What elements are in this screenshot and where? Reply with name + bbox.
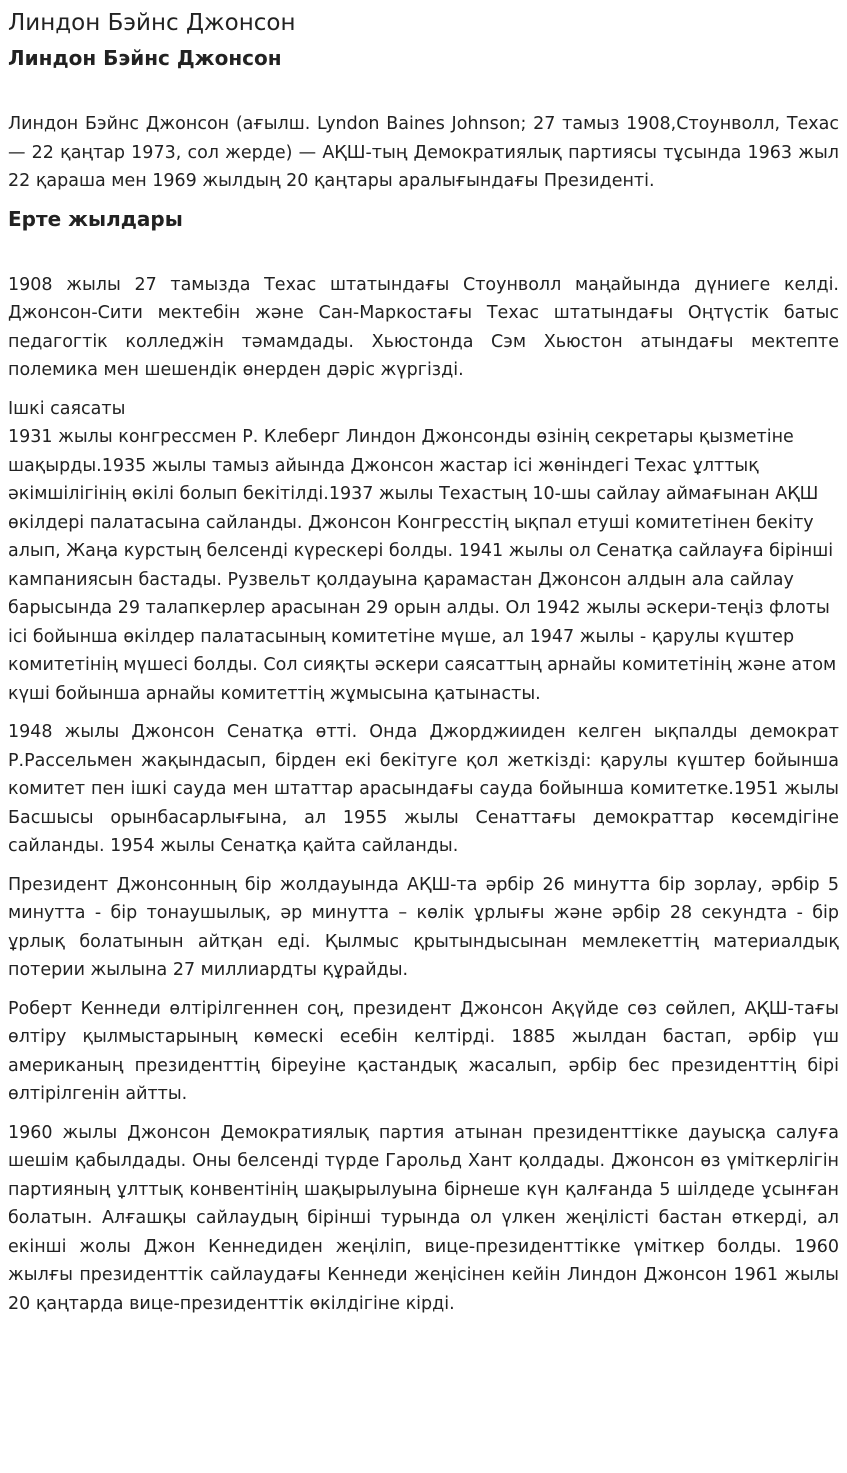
- domestic-paragraph-3: Президент Джонсонның бір жолдауында АҚШ-та әрбір 26 минутта бір зорлау, әрбір 5 минутта - бір тонаушылық, әр минутта – көлік ұрлығы және әрбір 28 секундта - бір ұрлық болатынын айтқан еді. Қылмыс қрытындысынан мемлекеттің материалдық потерии жылына 27 миллиардты құрайды.: [8, 874, 839, 980]
- early-years-paragraph: 1908 жылы 27 тамызда Техас штатындағы Стоунволл маңайында дүниеге келді. Джонсон-Сити мектебін және Сан-Маркостағы Техас штатындағы Оңтүстік батыс педагогтік колледжін тәмамдады. Хьюстонда Сэм Хьюстон атындағы мектепте полемика мен шешендік өнерден дәріс жүргізді.: [8, 274, 839, 380]
- section-heading-early-years: Ерте жылдары: [8, 206, 183, 231]
- domestic-paragraph-2: 1948 жылы Джонсон Сенатқа өтті. Онда Джорджииден келген ықпалды демократ Р.Рассельмен жақындасып, бірден екі бекітуге қол жеткізді: қарулы күштер бойынша комитет пен ішкі сауда мен штаттар арасындағы сауда бойынша комитетке.1951 жылы Басшысы орынбасарлығына, ал 1955 жылы Сенаттағы демократтар көсемдігіне сайланды. 1954 жылы Сенатқа қайта сайланды.: [8, 722, 839, 856]
- article-heading: Линдон Бэйнс Джонсон: [8, 46, 282, 70]
- domestic-paragraph-4: Роберт Кеннеди өлтірілгеннен соң, президент Джонсон Ақүйде сөз сөйлеп, АҚШ-тағы өлтіру қылмыстарының көмескі есебін келтірді. 1885 жылдан бастап, әрбір үш американың президенттің біреуіне қастандық жасалып, әрбір бес президенттің бірі өлтірілгенін айтты.: [8, 998, 839, 1104]
- subsection-label-domestic-policy: Ішкі саясаты: [8, 398, 126, 419]
- intro-paragraph: Линдон Бэйнс Джонсон (ағылш. Lyndon Baines Johnson; 27 тамыз 1908,Стоунволл, Техас — 22 қаңтар 1973, сол жерде) — АҚШ-тың Демократиялық партиясы тұсында 1963 жыл 22 қараша мен 1969 жылдың 20 қаңтары аралығындағы Президенті.: [8, 114, 839, 191]
- page-title: Линдон Бэйнс Джонсон: [8, 10, 296, 36]
- domestic-paragraph-1: 1931 жылы конгрессмен Р. Клеберг Линдон Джонсонды өзінің секретары қызметіне шақырды.1935 жылы тамыз айында Джонсон жастар ісі жөніндегі Техас ұлттық әкімшілігінің өкілі болып бекітілді.1937 жылы Техастың 10-шы сайлау аймағынан АҚШ өкілдері палатасына сайланды. Джонсон Конгресстің ықпал етуші комитетінен бекіту алып, Жаңа курстың белсенді күрескері болды. 1941 жылы ол Сенатқа сайлауға бірінші кампаниясын бастады. Рузвельт қолдауына қарамастан Джонсон алдын ала сайлау барысында 29 талапкерлер арасынан 29 орын алды. Ол 1942 жылы әскери-теңіз флоты ісі бойынша өкілдер палатасының комитетіне мүше, ал 1947 жылы - қарулы күштер комитетінің мүшесі болды. Сол сияқты әскери саясаттың арнайы комитетінің және атом күші бойынша арнайы комитеттің жұмысына қатынасты.: [8, 427, 837, 704]
- domestic-paragraph-5: 1960 жылы Джонсон Демократиялық партия атынан президенттікке дауысқа салуға шешім қабылдады. Оны белсенді түрде Гарольд Хант қолдады. Джонсон өз үміткерлігін партияның ұлттық конвентінің шақырылуына бірнеше күн қалғанда 5 шілдеде ұсынған болатын. Алғашқы сайлаудың бірінші турында ол үлкен жеңілісті бастан өткерді, ал екінші жолы Джон Кеннедиден жеңіліп, вице-президенттікке үміткер болды. 1960 жылғы президенттік сайлаудағы Кеннеди жеңісінен кейін Линдон Джонсон 1961 жылы 20 қаңтарда вице-президенттік өкілдігіне кірді.: [8, 1122, 839, 1314]
